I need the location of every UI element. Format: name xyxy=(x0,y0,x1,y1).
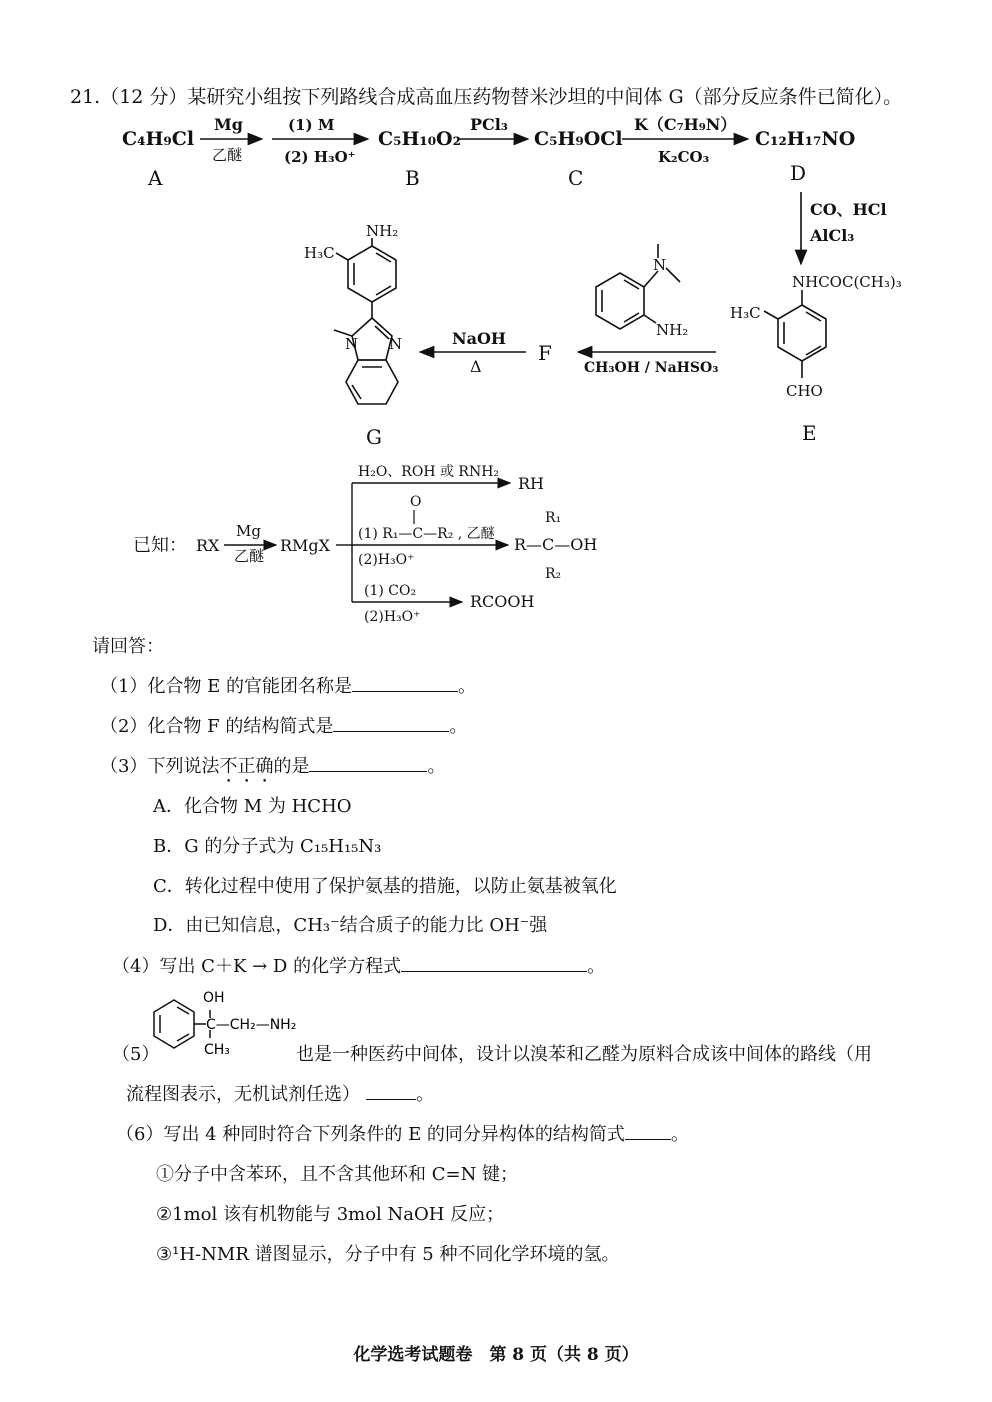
arrow-6-bottom: CH₃OH / NaHSO₃ xyxy=(584,360,719,376)
known-b1-reagent: H₂O、ROH 或 RNH₂ xyxy=(358,464,500,480)
arrow-4-bottom: K₂CO₃ xyxy=(658,148,710,166)
question-5-label: （5） xyxy=(112,1044,160,1065)
question-2-text: （2）化合物 F 的结构简式是 xyxy=(100,716,334,737)
page-footer: 化学选考试题卷 第 8 页（共 8 页） xyxy=(353,1345,639,1365)
answer-blank-1[interactable] xyxy=(352,673,458,692)
compound-g-n1: N xyxy=(345,335,359,353)
question-2 xyxy=(100,712,467,738)
questions-prompt: 请回答： xyxy=(92,636,164,657)
question-1-period: 。 xyxy=(458,676,477,697)
compound-g-structure xyxy=(334,238,398,404)
known-branch-lines xyxy=(336,483,352,602)
question-6-text: （6）写出 4 种同时符合下列条件的 E 的同分异构体的结构简式 xyxy=(116,1124,625,1145)
compound-d-label: D xyxy=(790,161,807,185)
option-a: A．化合物 M 为 HCHO xyxy=(153,796,352,817)
diamine-reagent-structure xyxy=(596,244,680,329)
arrow-5-bottom: AlCl₃ xyxy=(810,226,855,245)
arrow-2-top: (1) M xyxy=(288,116,335,134)
question-3-pre: （3）下列说法 xyxy=(100,756,220,777)
q5-oh: OH xyxy=(203,990,225,1006)
option-b: B．G 的分子式为 C₁₅H₁₅N₃ xyxy=(153,836,382,857)
compound-g-label: G xyxy=(366,425,382,449)
known-mg: Mg xyxy=(236,522,261,540)
condition-3: ③¹H-NMR 谱图显示，分子中有 5 种不同化学环境的氢。 xyxy=(156,1244,620,1265)
compound-c-formula: C₅H₉OCl xyxy=(534,128,623,150)
compound-b-label: B xyxy=(405,166,420,190)
arrow-3-top: PCl₃ xyxy=(470,115,508,134)
arrow-5-top: CO、HCl xyxy=(810,200,887,219)
known-b2-r2: R₂ xyxy=(545,566,562,582)
question-4-period: 。 xyxy=(587,956,606,977)
answer-blank-3[interactable] xyxy=(309,753,427,772)
q5-chain: C—CH₂—NH₂ xyxy=(206,1017,297,1033)
compound-b-formula: C₅H₁₀O₂ xyxy=(378,128,461,150)
known-b2-o: O xyxy=(410,494,422,510)
answer-blank-5[interactable] xyxy=(366,1081,416,1100)
question-3-period: 。 xyxy=(427,756,446,777)
known-b3-reagent1: (1) CO₂ xyxy=(364,583,417,599)
arrow-1-top: Mg xyxy=(214,115,243,134)
answer-blank-2[interactable] xyxy=(333,713,449,732)
arrow-2-bottom: (2) H₃O⁺ xyxy=(284,148,356,166)
question-2-period: 。 xyxy=(449,716,468,737)
known-prefix: 已知： xyxy=(133,535,187,556)
question-5-period: 。 xyxy=(416,1084,434,1105)
question-6-period: 。 xyxy=(670,1124,689,1145)
known-ether: 乙醚 xyxy=(234,547,265,565)
condition-2: ②1mol 该有机物能与 3mol NaOH 反应； xyxy=(156,1204,505,1225)
arrow-4-top: K（C₇H₉N） xyxy=(634,115,737,134)
known-b3-product: RCOOH xyxy=(470,592,535,611)
question-4 xyxy=(112,952,605,978)
compound-c-label: C xyxy=(568,166,584,190)
q5-ch3: CH₃ xyxy=(204,1042,230,1058)
compound-e-structure xyxy=(764,290,826,378)
compound-g-n2: N xyxy=(389,335,403,353)
known-b2-reagent1: (1) R₁—C—R₂ , 乙醚 xyxy=(358,526,495,542)
known-b2-r1: R₁ xyxy=(545,510,562,526)
answer-blank-6[interactable] xyxy=(625,1121,671,1140)
question-title: 21.（12 分）某研究小组按下列路线合成高血压药物替米沙坦的中间体 G（部分反应条件已简化）。 xyxy=(70,86,903,108)
arrow-1-bottom: 乙醚 xyxy=(212,146,243,164)
option-c: C．转化过程中使用了保护氨基的措施，以防止氨基被氧化 xyxy=(153,876,617,897)
compound-a-label: A xyxy=(148,166,163,190)
known-rmgx: RMgX xyxy=(280,536,331,555)
question-3 xyxy=(100,752,445,787)
answer-blank-4[interactable] xyxy=(401,953,587,972)
compound-e-methyl: H₃C xyxy=(730,304,761,322)
known-b2-reagent2: (2)H₃O⁺ xyxy=(358,552,415,568)
diamine-nh2: NH₂ xyxy=(656,321,689,339)
option-d: D．由已知信息，CH₃⁻结合质子的能力比 OH⁻强 xyxy=(153,915,548,936)
known-b1-product: RH xyxy=(518,474,544,493)
question-6 xyxy=(116,1120,689,1146)
arrow-7-top: NaOH xyxy=(452,329,507,348)
compound-g-methyl: H₃C xyxy=(304,244,335,262)
compound-g-nh2: NH₂ xyxy=(366,222,399,240)
compound-e-aldehyde: CHO xyxy=(786,382,823,400)
known-b3-reagent2: (2)H₃O⁺ xyxy=(364,609,421,625)
question-3-emphasis: 不正确 xyxy=(219,756,274,777)
compound-f-label: F xyxy=(538,341,552,365)
compound-e-amide: NHCOC(CH₃)₃ xyxy=(792,273,902,291)
question-5-text2: 流程图表示，无机试剂任选） xyxy=(126,1084,360,1105)
condition-1: ①分子中含苯环，且不含其他环和 C=N 键； xyxy=(156,1164,519,1185)
compound-d-formula: C₁₂H₁₇NO xyxy=(755,128,856,150)
diamine-nh: N xyxy=(653,256,667,274)
question-3-post: 的是 xyxy=(273,756,310,777)
question-5-text: 也是一种医药中间体，设计以溴苯和乙醛为原料合成该中间体的路线（用 xyxy=(296,1044,872,1065)
question-5-line2 xyxy=(126,1080,434,1106)
synthesis-scheme xyxy=(0,0,992,640)
known-rx: RX xyxy=(196,536,220,555)
question-1-text: （1）化合物 E 的官能团名称是 xyxy=(100,676,353,697)
question-4-text: （4）写出 C＋K → D 的化学方程式 xyxy=(112,956,402,977)
known-b2-product: R—C—OH xyxy=(514,535,598,554)
compound-a-formula: C₄H₉Cl xyxy=(122,128,195,150)
compound-e-label: E xyxy=(802,421,817,445)
question-1 xyxy=(100,672,476,698)
arrow-7-bottom: Δ xyxy=(470,357,482,376)
